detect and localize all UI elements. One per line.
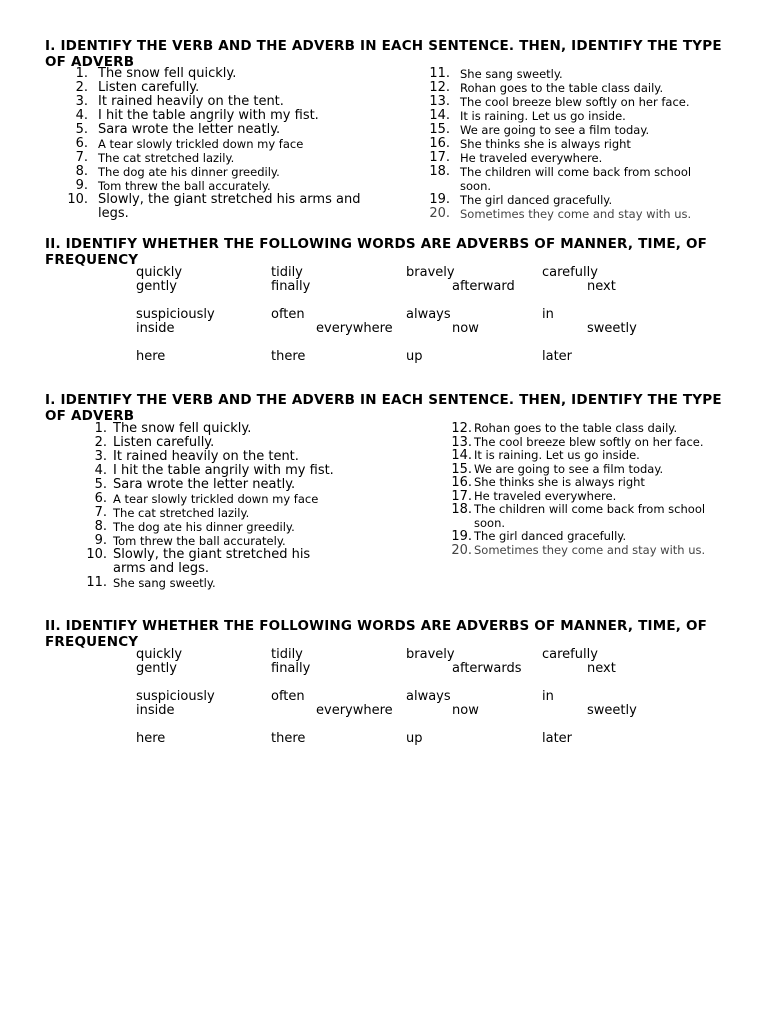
list-item: [85, 534, 345, 548]
list-item: [450, 422, 710, 436]
word-4: gently: [136, 279, 177, 294]
item-text: The cool breeze blew softly on her face.: [474, 434, 704, 449]
item-text: Listen carefully.: [98, 80, 200, 95]
item-number: 8.: [75, 164, 88, 179]
list-item: [450, 530, 710, 544]
item-number: 12.: [451, 421, 472, 436]
item-text: She sang sweetly.: [113, 576, 216, 590]
list-item: [66, 193, 366, 221]
word-15: sweetly: [587, 703, 637, 718]
item-text: Sara wrote the letter neatly.: [113, 477, 296, 492]
item-text: It rained heavily on the tent.: [98, 94, 284, 109]
item-number: 3.: [94, 449, 107, 464]
word-11: in: [542, 689, 554, 704]
list-item: [424, 123, 724, 137]
word-5: finally: [271, 661, 311, 676]
word-13: everywhere: [316, 703, 393, 718]
item-number: 10.: [86, 547, 107, 562]
list-item: [424, 67, 724, 81]
item-text: Sometimes they come and stay with us.: [474, 542, 706, 557]
item-number: 6.: [94, 491, 107, 506]
list-item: [424, 151, 724, 165]
list-item: [66, 137, 366, 151]
word-1: tidily: [271, 647, 303, 662]
item-number: 18.: [451, 502, 472, 517]
word-15: sweetly: [587, 321, 637, 336]
item-number: 13.: [429, 94, 450, 109]
word-6: afterward: [452, 279, 515, 294]
item-number: 20.: [451, 542, 472, 558]
item-text: We are going to see a film today.: [460, 123, 650, 137]
item-text: A tear slowly trickled down my face: [113, 492, 319, 506]
list-item: [85, 492, 345, 506]
list-item: [66, 67, 366, 81]
list-item: [85, 576, 345, 590]
item-number: 14.: [451, 448, 472, 463]
item-text: Tom threw the ball accurately.: [113, 534, 286, 548]
list-item: [450, 463, 710, 477]
word-19: later: [542, 731, 573, 746]
item-number: 19.: [429, 192, 450, 207]
item-number: 5.: [94, 477, 107, 492]
word-13: everywhere: [316, 321, 393, 336]
list-item: [450, 503, 710, 530]
item-number: 11.: [429, 66, 450, 81]
word-7: next: [587, 661, 616, 676]
section1-heading: I. IDENTIFY THE VERB AND THE ADVERB IN EACH SENTENCE. THEN, IDENTIFY THE TYPE OF ADVERB: [45, 38, 722, 70]
word-8: suspiciously: [136, 307, 215, 322]
word-9: often: [271, 307, 305, 322]
item-number: 9.: [75, 178, 88, 193]
item-text: Tom threw the ball accurately.: [98, 179, 271, 193]
item-number: 2.: [75, 80, 88, 95]
item-number: 4.: [94, 463, 107, 478]
list-item: [66, 81, 366, 95]
list-item: [85, 464, 345, 478]
item-number: 13.: [451, 434, 472, 450]
item-number: 17.: [429, 150, 450, 165]
word-0: quickly: [136, 265, 183, 280]
word-6: afterwards: [452, 661, 522, 676]
section4-heading: II. IDENTIFY WHETHER THE FOLLOWING WORDS ARE ADVERBS OF MANNER, TIME, OF FREQUENCY: [45, 618, 708, 650]
list-item: [450, 449, 710, 463]
item-number: 16.: [429, 136, 450, 151]
item-text: The snow fell quickly.: [98, 66, 237, 81]
word-7: next: [587, 279, 616, 294]
item-number: 5.: [75, 122, 88, 137]
item-text: The girl danced gracefully.: [474, 529, 627, 543]
item-text: The cat stretched lazily.: [113, 506, 250, 520]
item-text: Sometimes they come and stay with us.: [460, 207, 692, 221]
word-2: bravely: [406, 647, 455, 662]
word-16: here: [136, 349, 166, 364]
word-1: tidily: [271, 265, 303, 280]
item-number: 20.: [429, 206, 450, 221]
item-number: 11.: [86, 575, 107, 590]
item-text: The girl danced gracefully.: [460, 193, 613, 207]
word-10: always: [406, 689, 451, 704]
word-3: carefully: [542, 647, 598, 662]
word-10: always: [406, 307, 451, 322]
item-text: It is raining. Let us go inside.: [460, 109, 626, 123]
list-item: [66, 109, 366, 123]
item-text: It rained heavily on the tent.: [113, 449, 299, 464]
item-text: She thinks she is always right: [474, 475, 645, 489]
word-3: carefully: [542, 265, 598, 280]
item-number: 10.: [67, 192, 88, 207]
word-17: there: [271, 731, 306, 746]
item-text: The children will come back from school soon.: [474, 502, 706, 530]
word-18: up: [406, 731, 423, 746]
item-text: We are going to see a film today.: [474, 461, 664, 476]
list-item: [424, 165, 724, 193]
list-item: [450, 490, 710, 504]
item-number: 4.: [75, 108, 88, 123]
item-text: She thinks she is always right: [460, 137, 631, 151]
section1-left-list: [66, 67, 366, 221]
item-text: Slowly, the giant stretched his arms and legs.: [98, 192, 361, 221]
item-number: 14.: [429, 108, 450, 123]
item-text: A tear slowly trickled down my face: [98, 137, 304, 151]
word-0: quickly: [136, 647, 183, 662]
item-number: 15.: [429, 122, 450, 137]
list-item: [450, 544, 710, 558]
list-item: [85, 506, 345, 520]
list-item: [85, 436, 345, 450]
list-item: [424, 81, 724, 95]
list-item: [66, 123, 366, 137]
item-text: The cat stretched lazily.: [98, 151, 235, 165]
item-number: 12.: [429, 80, 450, 95]
list-item: [85, 548, 345, 576]
word-16: here: [136, 731, 166, 746]
word-14: now: [452, 703, 479, 718]
list-item: [85, 478, 345, 492]
word-12: inside: [136, 703, 175, 718]
word-17: there: [271, 349, 306, 364]
word-9: often: [271, 689, 305, 704]
item-number: 17.: [451, 488, 472, 504]
section1-right-list: [424, 67, 724, 221]
section3-right-list: [450, 422, 710, 557]
word-19: later: [542, 349, 573, 364]
item-text: The dog ate his dinner greedily.: [98, 165, 280, 179]
item-text: Rohan goes to the table class daily.: [460, 81, 664, 95]
word-11: in: [542, 307, 554, 322]
item-number: 19.: [451, 529, 472, 544]
list-item: [424, 109, 724, 123]
list-item: [450, 436, 710, 450]
item-text: The cool breeze blew softly on her face.: [460, 95, 690, 109]
item-number: 15.: [451, 461, 472, 477]
item-number: 7.: [94, 505, 107, 520]
section3-heading: I. IDENTIFY THE VERB AND THE ADVERB IN EACH SENTENCE. THEN, IDENTIFY THE TYPE OF ADVERB: [45, 392, 722, 424]
list-item: [450, 476, 710, 490]
list-item: [66, 95, 366, 109]
word-18: up: [406, 349, 423, 364]
item-number: 16.: [451, 475, 472, 490]
word-14: now: [452, 321, 479, 336]
item-text: He traveled everywhere.: [474, 488, 617, 503]
item-number: 8.: [94, 519, 107, 534]
list-item: [85, 450, 345, 464]
item-text: The dog ate his dinner greedily.: [113, 520, 295, 534]
item-text: He traveled everywhere.: [460, 151, 603, 165]
item-number: 1.: [94, 421, 107, 436]
item-text: Listen carefully.: [113, 435, 215, 450]
item-number: 3.: [75, 94, 88, 109]
item-text: I hit the table angrily with my fist.: [98, 108, 319, 123]
list-item: [424, 193, 724, 207]
item-number: 7.: [75, 150, 88, 165]
word-12: inside: [136, 321, 175, 336]
item-text: The snow fell quickly.: [113, 421, 252, 436]
item-text: I hit the table angrily with my fist.: [113, 463, 334, 478]
item-text: Slowly, the giant stretched his arms and legs.: [113, 547, 311, 576]
word-8: suspiciously: [136, 689, 215, 704]
item-number: 1.: [75, 66, 88, 81]
section3-left-list: [85, 422, 345, 590]
item-number: 6.: [75, 136, 88, 151]
item-text: It is raining. Let us go inside.: [474, 448, 640, 462]
list-item: [66, 165, 366, 179]
item-number: 18.: [429, 164, 450, 179]
item-text: Rohan goes to the table class daily.: [474, 421, 678, 435]
item-text: Sara wrote the letter neatly.: [98, 122, 281, 137]
list-item: [424, 137, 724, 151]
list-item: [424, 207, 724, 221]
item-text: The children will come back from school soon.: [460, 165, 692, 193]
list-item: [85, 520, 345, 534]
word-5: finally: [271, 279, 311, 294]
word-2: bravely: [406, 265, 455, 280]
item-text: She sang sweetly.: [460, 67, 563, 81]
list-item: [66, 179, 366, 193]
list-item: [85, 422, 345, 436]
section2-heading: II. IDENTIFY WHETHER THE FOLLOWING WORDS ARE ADVERBS OF MANNER, TIME, OF FREQUENCY: [45, 236, 708, 268]
list-item: [66, 151, 366, 165]
item-number: 2.: [94, 435, 107, 450]
word-4: gently: [136, 661, 177, 676]
item-number: 9.: [94, 533, 107, 548]
list-item: [424, 95, 724, 109]
